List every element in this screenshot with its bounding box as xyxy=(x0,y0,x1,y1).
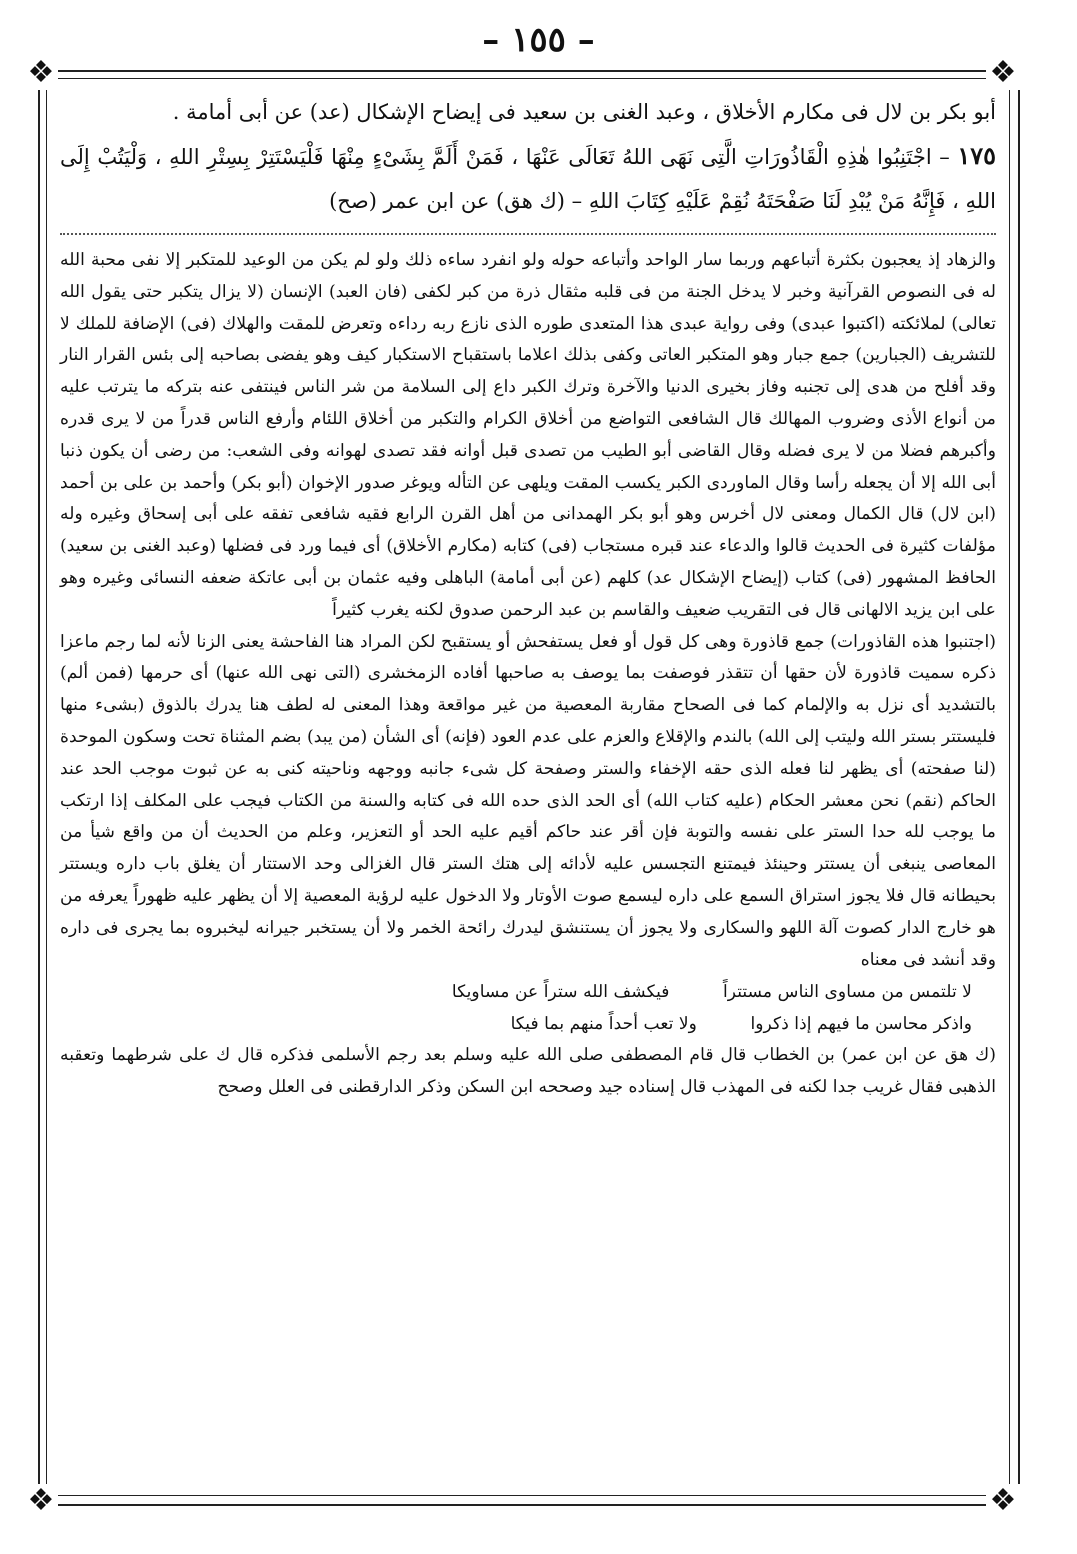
poetry-verse xyxy=(60,976,996,1008)
hadith-section xyxy=(60,90,996,223)
verse-hemistich: واذكر محاسن ما فيهم إذا ذكروا xyxy=(750,1014,972,1035)
corner-ornament-icon: ❖ xyxy=(24,56,58,90)
verse-hemistich: فيكشف الله ستراً عن مساويكا xyxy=(451,982,670,1003)
corner-ornament-icon: ❖ xyxy=(986,56,1020,90)
hadith-source-line: أبو بكر بن لال فى مكارم الأخلاق ، وعبد الغنى بن سعيد فى إيضاح الإشكال (عد) عن أبى أمامة . xyxy=(172,100,996,124)
verse-hemistich: ولا تعب أحداً منهم بما فيكا xyxy=(510,1014,697,1035)
commentary-paragraph: (اجتنبوا هذه القاذورات) جمع قاذورة وهى كل قول أو فعل يستفحش أو يستقبح لكن المراد هنا الفاحشة يعنى الزنا لأنه لما رجم ماعزا ذكره سميت قاذورة لأن حقها أن تتقذر فوصفت بما يوصف به صاحبها أفاده الزمخشرى (التى نهى الله عنها) أى حرمها (فمن ألم) بالتشديد أى نزل به والإلمام كما فى الصحاح مقاربة المعصية من غير مواقعة وهذا المعنى له لطف هنا يدرك بالذوق (بشىء منها فليستتر بستر الله وليتب إلى الله) بالندم والإقلاع والعزم على عدم العود (فإنه) أى الشأن (من يبد) بضم المثناة تحت وسكون الموحدة (لنا صفحته) أى يظهر لنا فعله الذى حقه الإخفاء والستر وصفحة كل شىء جانبه ووجهه وناحيته كنى به عن ثبوت موجب الحد عند الحاكم (نقم) نحن معشر الحكام (عليه كتاب الله) أى الحد الذى حده الله فى كتابه والسنة من الكتاب فيجب على المكلف إذا ارتكب ما يوجب لله حدا الستر على نفسه والتوبة فإن أقر عند حاكم أقيم عليه الحد أو التعزير، وعلم من الحديث أن من واقع شيأ من المعاصى ينبغى أن يستتر وحينئذ فيمتنع التجسس عليه لأدائه إلى هتك الستر قال الغزالى وحد الاستتار أن يغلق باب داره ويستتر بحيطانه قال فلا يجوز استراق السمع على داره ليسمع صوت الأوتار ولا الدخول عليه لرؤية المعصية إلا أن يظهر عليه ظهوراً يعرفه من هو خارج الدار كصوت آلة اللهو والسكارى ولا يجوز أن يستنشق ليدرك رائحة الخمر ولا أن يستخبر جيرانه ليخبروه بما يجرى فى داره وقد أنشد فى معناه xyxy=(60,631,996,970)
page-number: – ١٥٥ – xyxy=(482,20,595,60)
verse-hemistich: لا تلتمس من مساوى الناس مستتراً xyxy=(722,982,972,1003)
corner-ornament-icon: ❖ xyxy=(24,1484,58,1518)
commentary-section xyxy=(60,245,996,1104)
hadith-text-block xyxy=(60,134,996,223)
commentary-paragraph: والزهاد إذ يعجبون بكثرة أتباعهم وربما سار الواحد وأتباعه حوله ولو انفرد ساءه ذلك ولو لم يكن من الوعيد للمتكبر إلا نفى محبة الله له فى النصوص القرآنية وخبر لا يدخل الجنة من فى قلبه مثقال ذرة من كبر لكفى (فان العبد) الإنسان (لا يزال يتكبر حتى يقول الله تعالى) لملائكته (اكتبوا عبدى) وفى رواية عبدى هذا المتعدى طوره الذى نازع ربه رداءه وتعرض للمقت والهلاك (فى) الإضافة للملك لا للتشريف (الجبارين) جمع جبار وهو المتكبر العاتى وكفى بذلك اعلاما باستقباح الاستكبار كيف وهو يفضى بصاحبه إلى بئس القرار النار وقد أفلح من هدى إلى تجنبه وفاز بخيرى الدنيا والآخرة وترك الكبر داع إلى السلامة من شر الناس فينتفى عنه بتركه ما يترتب عليه من أنواع الأذى وضروب المهالك قال الشافعى التواضع من أخلاق الكرام والتكبر من أخلاق اللئام وأرفع الناس قدراً من لا يرى قدره وأكبرهم فضلا من لا يرى فضله وقال القاضى أبو الطيب من تصدى قبل أوانه فقد تصدى لهوانه وفى الشعب: من رضى أن يكون ذنبا أبى الله إلا أن يجعله رأسا وقال الماوردى الكبر يكسب المقت ويلهى عن التأله ويوغر صدور الإخوان (أبو بكر) وأحمد بن على بن أحمد (ابن لال) قال الكمال ومعنى لال أخرس وهو أبو بكر الهمدانى من أهل القرن الرابع فقيه شافعى تفقه على أبى إسحاق وغيره وله مؤلفات كثيرة فى الحديث قالوا والدعاء عند قبره مستجاب (فى) كتابه (مكارم الأخلاق) أى فيما ورد فى فضلها (وعبد الغنى بن سعيد) الحافظ المشهور (فى) كتاب (إيضاح الإشكال عد) كلهم (عن أبى أمامة) الباهلى وفيه عثمان بن أبى عاتكة ضعفه النسائى وغيره وهو على ابن يزيد الالهانى قال فى التقريب ضعيف والقاسم بن عبد الرحمن صدوق لكنه يغرب كثيراً xyxy=(60,250,996,620)
hadith-text: – اجْتَنِبُوا هٰذِهِ الْقَاذُورَاتِ الَّتِى نَهَى اللهُ تَعَالَى عَنْهَا ، فَمَنْ أَلَمَّ بِشَىْءٍ مِنْهَا فَلْيَسْتَتِرْ بِسِتْرِ اللهِ ، وَلْيَتُبْ إِلَى اللهِ ، فَإِنَّهُ مَنْ يُبْدِ لَنَا صَفْحَتَهُ نُقِمْ عَلَيْهِ كِتَابَ اللهِ – (ك هق) عن ابن عمر (صح) xyxy=(60,145,996,213)
hadith-number: ١٧٥ xyxy=(957,141,996,170)
commentary-paragraph: (ك هق عن ابن عمر) بن الخطاب قال قام المصطفى صلى الله عليه وسلم بعد رجم الأسلمى فذكره قال ك على شرطهما وتعقبه الذهبى فقال غريب جدا لكنه فى المهذب قال إسناده جيد وصححه ابن السكن وذكر الدارقطنى فى العلل وصحح xyxy=(60,1045,996,1098)
corner-ornament-icon: ❖ xyxy=(986,1484,1020,1518)
dotted-divider xyxy=(60,233,996,235)
poetry-verse xyxy=(60,1008,996,1040)
page-content xyxy=(60,90,996,1490)
